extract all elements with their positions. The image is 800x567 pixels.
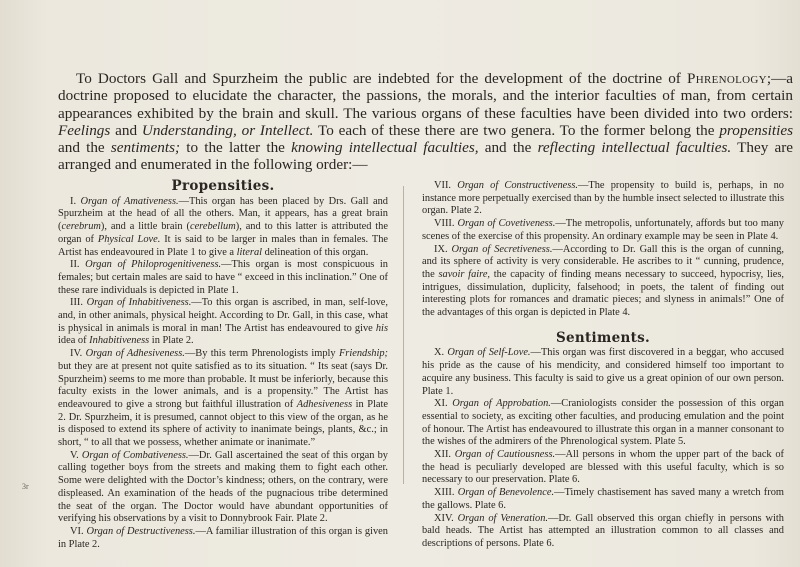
entry-number: V. xyxy=(70,449,82,461)
organ-entry-3 xyxy=(58,297,388,348)
entry-italic: his xyxy=(375,322,388,334)
organ-name: Organ of Covetiveness. xyxy=(457,218,556,230)
entry-text: It is said to be larger in males than in females. The Artist has endeavoured in Plate 1 to give a xyxy=(58,233,388,258)
organ-name: Organ of Secretiveness. xyxy=(451,243,553,255)
right-column xyxy=(422,180,784,551)
entry-text: the capacity of finding means necessary to succeed, hypocrisy, lies, intrigues, dissimulation, duplicity, falsehood; in poets, the talent of finding out interesting plots for romances and dramatic pieces; and slyness in animals!” One of the advantages of this organ is depicted in Plate 4. xyxy=(422,268,784,319)
intro-text: To Doctors Gall and Spurzheim the public are indebted for the development of the doctrine of xyxy=(76,70,687,87)
entry-text: —This organ was first discovered in a beggar, who accused his pride as the cause of his mendicity, and considered himself too important to acquire any business. This faculty is said to give us a great opinion of our own person. Plate 1. xyxy=(422,347,784,397)
reflecting-term: reflecting intellectual faculties. xyxy=(537,139,732,157)
entry-italic: savoir faire, xyxy=(438,268,491,280)
organ-name: Organ of Constructiveness. xyxy=(457,180,578,191)
intro-text: and xyxy=(110,121,142,139)
entry-text: —All persons in whom the upper part of the back of the head is peculiarly developed are blessed with this useful faculty, which is so necessary to our preservation. Plate 6. xyxy=(422,449,785,486)
organ-name: Organ of Amativeness. xyxy=(80,195,179,207)
organ-entry-12 xyxy=(422,449,784,487)
entry-text: —According to Dr. Gall this is the organ of cunning, and its sphere of activity is very considerable. He ascribes to it “ cunning, prudence, the xyxy=(422,243,784,280)
organ-entry-5 xyxy=(58,450,388,526)
organ-name: Organ of Destructiveness. xyxy=(86,525,196,537)
entry-number: IX. xyxy=(434,243,452,255)
entry-number: I. xyxy=(70,195,81,207)
entry-text: ), and to this latter is attributed the organ of xyxy=(58,221,388,245)
knowing-term: knowing intellectual faculties, xyxy=(291,139,479,157)
entry-text: —This organ is most conspicuous in females; but certain males are said to have “ exceed in this inclination.” One of these rare individuals is depicted in Plate 1. xyxy=(58,259,388,296)
entry-text: —By this term Phrenologists imply xyxy=(184,348,339,360)
phrenology-term: Phrenology xyxy=(686,70,767,87)
intro-text: to the latter the xyxy=(180,139,292,157)
entry-italic: cerebellum xyxy=(189,221,236,233)
organ-entry-8 xyxy=(422,218,784,243)
entry-number: XI. xyxy=(434,398,453,410)
organ-entry-1 xyxy=(58,196,388,260)
organ-entry-13 xyxy=(422,487,784,512)
entry-text: —The propensity to build is, perhaps, in no instance more perpetually exercised than by the humble insect selected to illustrate this organ. Plate 2. xyxy=(422,180,784,217)
intro-text: ;—a doctrine proposed to elucidate the character, the passions, the morals, and the interior faculties of man, from certain appearances exhibited by the brain and skull. The various organs of these faculties have been divided into two orders: xyxy=(58,70,793,122)
entry-text: —A familiar illustration of this organ is given in Plate 2. xyxy=(58,525,388,550)
entry-number: XII. xyxy=(434,449,455,461)
entry-text: —The metropolis, unfortunately, affords but too many scenes of the exercise of this propensity. An ordinary example may be seen in Plate 4. xyxy=(422,218,784,242)
propensities-heading: Propensities. xyxy=(171,178,275,194)
entry-number: VIII. xyxy=(434,218,458,230)
feelings-term: Feelings xyxy=(58,121,111,139)
entry-italic: literal xyxy=(236,246,263,258)
entry-italic: Physical Love. xyxy=(97,233,161,245)
organ-name: Organ of Benevolence. xyxy=(457,487,555,499)
organ-entry-4 xyxy=(58,348,388,450)
organ-name: Organ of Philoprogenitiveness. xyxy=(85,259,222,271)
entry-text: —To this organ is ascribed, in man, self-love, and, in other animals, physical height. According to Dr. Gall, in this case, what is physical in animals is moral in man! The Artist has endeavoured to give xyxy=(58,297,388,334)
propensities-term: propensities xyxy=(719,121,793,139)
sentiments-heading: Sentiments. xyxy=(555,329,651,346)
margin-mark: 3r xyxy=(22,482,29,491)
entry-number: IV. xyxy=(70,348,86,360)
entry-text: —This organ has been placed by Drs. Gall and Spurzheim at the head of all the others. Man, it appears, has a great brain ( xyxy=(58,195,388,233)
entry-text: delineation of this organ. xyxy=(262,246,369,258)
entry-number: XIV. xyxy=(434,512,458,524)
entry-number: III. xyxy=(70,297,87,309)
intro-paragraph xyxy=(58,70,793,174)
entry-italic: Adhesiveness xyxy=(296,398,353,410)
entry-italic: Inhabitiveness xyxy=(89,335,150,347)
entry-number: VI. xyxy=(70,525,87,537)
sentiments-term: sentiments; xyxy=(110,139,181,157)
understanding-term: Understanding, or Intellect. xyxy=(141,121,314,139)
organ-name: Organ of Adhesiveness. xyxy=(85,348,185,360)
organ-entry-10 xyxy=(422,347,784,398)
organ-entry-14 xyxy=(422,513,784,551)
entry-text: —Dr. Gall ascertained the seat of this organ by calling together boys from the streets and making them to fight each other. Some were delighted with the Doctor’s kindness; others, on the contrary, were displeased. An examination of the heads of the pugnacious tribe determined the seat of the organ. The Doctor would have abundant opportunities of verifying his observations by a visit to Donnybrook Fair. Plate 2. xyxy=(58,449,389,525)
entry-text: —Craniologists consider the possession of this organ essential to society, as exciting other faculties, and producing emulation and the point of honour. The Artist has endeavoured to illustrate this organ in a manner consonant to the wishes of the admirers of the Phrenological system. Plate 5. xyxy=(422,398,784,448)
entry-number: XIII. xyxy=(434,487,458,499)
organ-entry-9 xyxy=(422,244,784,320)
intro-text: and the xyxy=(478,139,538,157)
organ-name: Organ of Approbation. xyxy=(452,398,551,410)
organ-entry-7 xyxy=(422,180,784,218)
organ-name: Organ of Combativeness. xyxy=(81,449,189,461)
entry-text: in Plate 2. xyxy=(149,335,194,347)
entry-number: X. xyxy=(434,347,448,359)
entry-text: in Plate 2. Dr. Spurzheim, it is presumed, cannot object to this view of the organ, as he is disposed to extend its sphere of activity to inanimate beings, plants, &c.; in short, “ to all that we possess, whether animate or inanimate.” xyxy=(58,398,388,449)
intro-text: They are arranged and enumerated in the following order:— xyxy=(58,139,794,174)
entry-text: but they are at present not quite satisfied as to its situation. “ Its seat (says Dr. Spurzheim) seems to me more than probable. It must be inferiorly, because this faculty exists in the lower animals, and is a propensity.” The Artist has endeavoured to give a strong but faithful illustration of xyxy=(58,360,388,410)
organ-name: Organ of Self-Love. xyxy=(447,347,531,359)
column-divider xyxy=(403,186,404,484)
organ-entry-2 xyxy=(58,259,388,297)
entry-text: idea of xyxy=(58,335,90,347)
intro-text: and the xyxy=(58,139,111,157)
organ-name: Organ of Cautiousness. xyxy=(454,449,556,461)
entry-text: —Timely chastisement has saved many a wretch from the gallows. Plate 6. xyxy=(422,487,784,511)
entry-italic: Friendship; xyxy=(338,348,388,360)
left-column xyxy=(58,180,388,551)
entry-number: VII. xyxy=(434,180,458,191)
organ-entry-11 xyxy=(422,398,784,449)
entry-text: ), and a little brain ( xyxy=(100,221,190,233)
entry-number: II. xyxy=(70,259,86,271)
organ-name: Organ of Inhabitiveness. xyxy=(86,297,192,309)
entry-text: —Dr. Gall observed this organ chiefly in persons with bald heads. The Artist has attempted an illustration common to all classes and descriptions of persons. Plate 6. xyxy=(422,512,784,549)
organ-entry-6 xyxy=(58,526,388,551)
organ-name: Organ of Veneration. xyxy=(457,512,549,524)
intro-text: To each of these there are two genera. To the former belong the xyxy=(313,121,720,139)
entry-italic: cerebrum xyxy=(61,221,101,233)
